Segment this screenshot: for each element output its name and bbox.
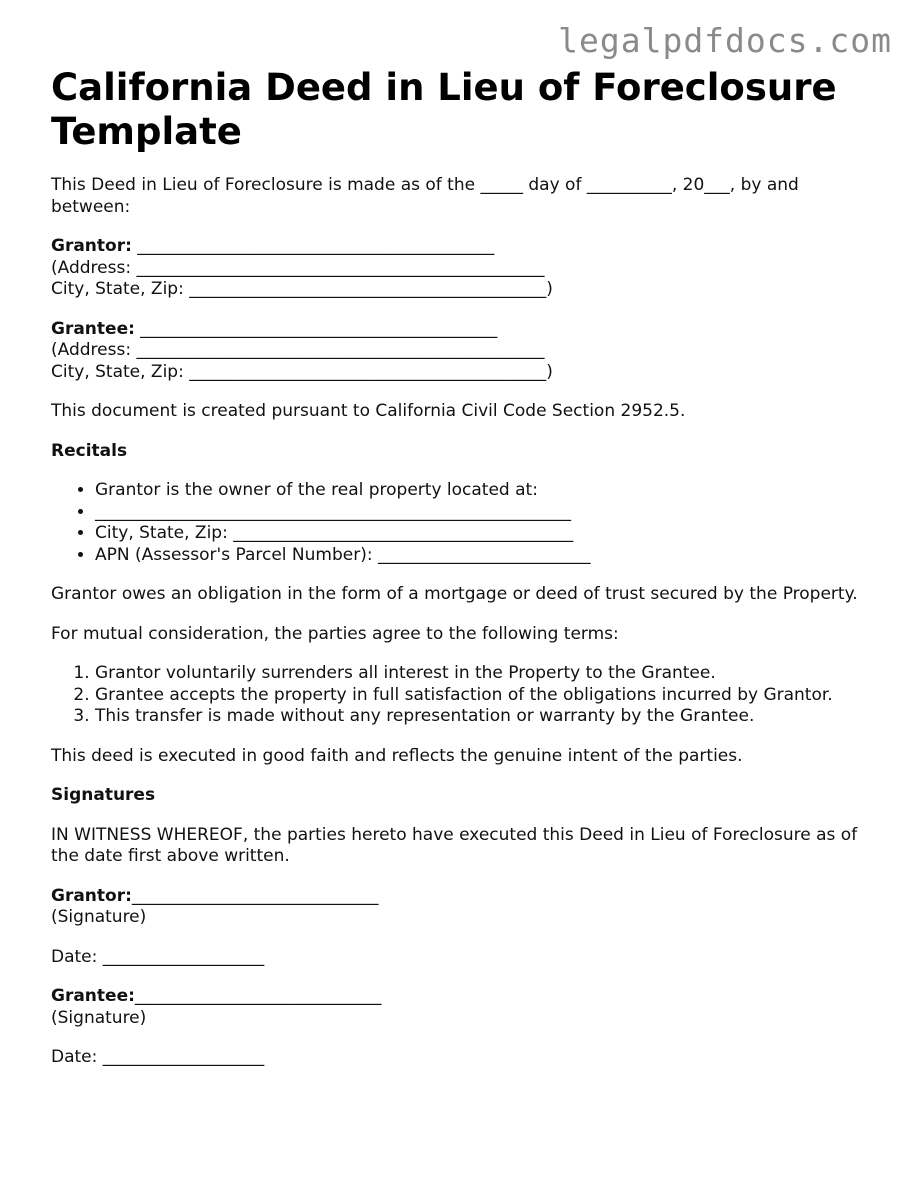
grantee-date-line: Date: ___________________ xyxy=(51,1047,265,1067)
grantor-label: Grantor: xyxy=(51,236,132,256)
good-faith-paragraph: This deed is executed in good faith and reflects the genuine intent of the parties. xyxy=(51,745,743,766)
pursuant-paragraph: This document is created pursuant to California Civil Code Section 2952.5. xyxy=(51,401,686,421)
list-item: 3. This transfer is made without any representation or warranty by the Grantee. xyxy=(95,706,871,728)
grantee-signature-label: Grantee: xyxy=(51,986,135,1006)
consideration-paragraph: For mutual consideration, the parties agree to the following terms: xyxy=(51,623,619,644)
recitals-heading: Recitals xyxy=(51,440,128,461)
grantor-name-blank: __________________________________________ xyxy=(131,236,495,256)
witness-paragraph: IN WITNESS WHEREOF, the parties hereto have executed this Deed in Lieu of Foreclosure as of the date first above written. xyxy=(51,824,858,866)
list-item: • APN (Assessor's Parcel Number): _________________________ xyxy=(95,545,871,567)
grantee-name-line xyxy=(51,319,871,341)
grantor-address-line: (Address: ________________________________________________ xyxy=(51,257,545,278)
grantor-signature-line xyxy=(51,886,871,908)
grantee-name-blank: __________________________________________ xyxy=(134,318,498,339)
recitals-list xyxy=(51,480,871,566)
document-body xyxy=(51,175,871,1087)
list-item: 2. Grantee accepts the property in full satisfaction of the obligations incurred by Grantor. xyxy=(95,685,871,707)
obligation-paragraph: Grantor owes an obligation in the form of a mortgage or deed of trust secured by the Property. xyxy=(51,584,858,604)
grantee-signature-line xyxy=(51,986,871,1008)
watermark: legalpdfdocs.com xyxy=(558,21,892,60)
grantee-label: Grantee: xyxy=(51,318,135,339)
intro-paragraph: This Deed in Lieu of Foreclosure is made as of the _____ day of __________, 20___, by and between: xyxy=(51,175,799,217)
grantor-date-line: Date: ___________________ xyxy=(51,946,265,967)
signatures-heading: Signatures xyxy=(51,785,156,805)
grantee-signature-block xyxy=(51,986,871,1029)
terms-list xyxy=(51,663,871,728)
list-item: • ________________________________________________________ xyxy=(95,502,871,524)
grantor-city-line: City, State, Zip: __________________________________________) xyxy=(51,279,553,299)
grantee-signature-caption: (Signature) xyxy=(51,1007,147,1028)
grantee-city-line: City, State, Zip: __________________________________________) xyxy=(51,361,553,382)
list-item: • Grantor is the owner of the real property located at: xyxy=(95,480,871,502)
grantee-block xyxy=(51,319,871,384)
grantor-signature-label: Grantor: xyxy=(51,885,132,906)
grantor-signature-block xyxy=(51,886,871,929)
document-title: California Deed in Lieu of Foreclosure Template xyxy=(51,66,837,153)
list-item: • City, State, Zip: ________________________________________ xyxy=(95,523,871,545)
grantor-block xyxy=(51,236,871,301)
grantor-signature-blank: _____________________________ xyxy=(131,885,379,906)
list-item: 1. Grantor voluntarily surrenders all interest in the Property to the Grantee. xyxy=(95,663,871,685)
grantee-signature-blank: _____________________________ xyxy=(134,986,382,1006)
grantor-name-line xyxy=(51,236,871,258)
grantor-signature-caption: (Signature) xyxy=(51,907,147,927)
grantee-address-line: (Address: ________________________________________________ xyxy=(51,340,545,360)
